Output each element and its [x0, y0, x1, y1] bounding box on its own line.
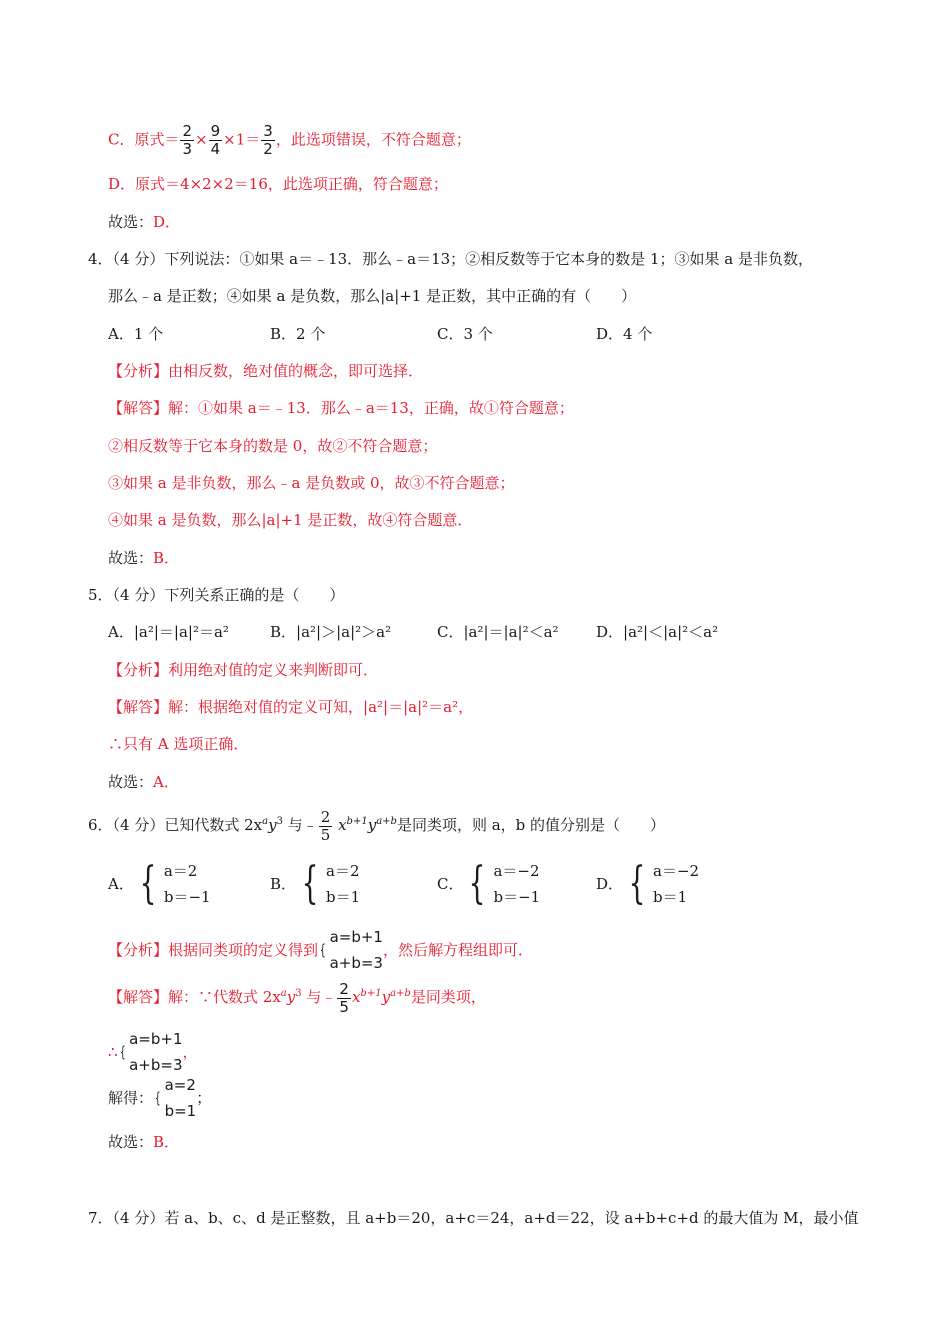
fraction-9-4: $\frac{9}{4}$ — [210, 122, 221, 158]
solution-tag: 【解答】 — [108, 698, 169, 716]
choice-value: B． — [153, 549, 180, 567]
q5-option-a: A．|a²|＝|a|²＝a² — [108, 623, 229, 641]
q5-option-d: D．|a²|＜|a|²＜a² — [596, 623, 719, 641]
q5-solution-1 — [108, 697, 473, 717]
therefore-sign: ∴ — [108, 1043, 118, 1061]
exp-b1: b+1 — [360, 988, 382, 999]
q4-option-d: D．4 个 — [596, 325, 653, 343]
option-label: C． — [437, 875, 464, 893]
var-y2: y — [367, 816, 377, 834]
fraction-2-5: $\frac{2}{5}$ — [320, 807, 331, 844]
q4-answer — [108, 548, 179, 568]
sol-pre: 解：∵代数式 2x — [168, 988, 281, 1006]
c-mid: ×1＝ — [223, 130, 261, 149]
analysis-post: ，然后解方程组即可． — [382, 941, 533, 959]
exp-a: a — [280, 988, 287, 999]
option-label: D． — [596, 875, 624, 893]
option-label: B． — [270, 875, 297, 893]
c-suffix: ，此选项错误，不符合题意； — [275, 130, 471, 149]
analysis-tag: 【分析】 — [108, 362, 169, 380]
q4-option-c: C．3 个 — [437, 325, 493, 343]
sol-with: 与﹣ — [301, 988, 337, 1006]
q4-solution-3: ③如果 a 是非负数，那么﹣a 是负数或 0，故③不符合题意； — [108, 474, 515, 492]
var-y: y — [268, 816, 277, 834]
q4-option-a: A．1 个 — [108, 325, 164, 343]
solution-text: 解：①如果 a＝﹣13．那么﹣a＝13，正确，故①符合题意； — [168, 399, 574, 417]
exp-3: 3 — [295, 988, 302, 999]
choice-label: 故选： — [108, 213, 154, 231]
sol-post: 是同类项， — [410, 988, 486, 1006]
q5-option-b: B．|a²|＞|a|²＞a² — [270, 623, 392, 641]
var-y2: y — [381, 988, 391, 1006]
q4-analysis — [108, 361, 423, 381]
choice-value: B． — [153, 1133, 180, 1151]
analysis-tag: 【分析】 — [108, 941, 169, 959]
q6-option-a: A． { a＝2 b＝−1 — [108, 858, 211, 909]
q6-answer — [108, 1132, 179, 1152]
q4-option-b: B．2 个 — [270, 325, 326, 343]
choice-label: 故选： — [108, 773, 154, 791]
q3-answer — [108, 212, 180, 232]
solve-label: 解得： — [108, 1089, 154, 1107]
var-x: x — [338, 816, 347, 834]
exp-ab: a+b — [376, 816, 397, 827]
q7-stem: 7．（4 分）若 a、b、c、d 是正整数，且 a+b＝20，a+c＝24，a+d＝22，设 a+b+c+d 的最大值为 M，最小值 — [88, 1209, 859, 1227]
fraction-2-5: $\frac{2}{5}$ — [339, 979, 349, 1016]
q6-solve: 解得： { a=2 b=1 ； — [108, 1076, 212, 1120]
q5-solution-2: ∴只有 A 选项正确． — [108, 735, 249, 753]
exp-3: 3 — [276, 816, 283, 827]
q5-stem: 5．（4 分）下列关系正确的是（ ） — [88, 586, 345, 604]
solution-tag: 【解答】 — [108, 399, 169, 417]
times-sign: × — [195, 130, 208, 149]
q5-option-c: C．|a²|＝|a|²＜a² — [437, 623, 559, 641]
fraction-2-3: $\frac{2}{3}$ — [182, 122, 193, 158]
q6-stem — [88, 808, 665, 843]
q6-stem-pre: 6．（4 分）已知代数式 2x — [88, 816, 263, 834]
option-label: A． — [108, 875, 134, 893]
fraction-3-2: $\frac{3}{2}$ — [263, 122, 273, 158]
q6-option-b: B． { a＝2 b＝1 — [270, 858, 361, 909]
analysis-text: 由相反数，绝对值的概念，即可选择． — [168, 362, 424, 380]
choice-value: A． — [153, 773, 179, 791]
exp-a: a — [262, 816, 269, 827]
exp-b1: b+1 — [346, 816, 368, 827]
choice-value: D． — [153, 213, 181, 231]
solution-tag: 【解答】 — [108, 988, 169, 1006]
c-prefix: C．原式＝ — [108, 130, 180, 149]
q4-solution-4: ④如果 a 是负数，那么|a|+1 是正数，故④符合题意． — [108, 511, 473, 529]
semicolon: ； — [196, 1089, 212, 1107]
comma: ， — [182, 1043, 198, 1061]
option-c-solution — [108, 124, 471, 157]
exp-ab: a+b — [390, 988, 411, 999]
q4-stem-line1: 4．（4 分）下列说法：①如果 a＝﹣13．那么﹣a＝13；②相反数等于它本身的数是 1；③如果 a 是非负数， — [88, 250, 813, 268]
q5-analysis — [108, 660, 378, 680]
choice-label: 故选： — [108, 549, 154, 567]
q6-solution-1 — [108, 980, 486, 1015]
choice-label: 故选： — [108, 1133, 154, 1151]
q6-stem-post: 是同类项，则 a，b 的值分别是（ ） — [396, 816, 666, 834]
analysis-pre: 根据同类项的定义得到 — [168, 941, 319, 959]
q4-solution-1 — [108, 398, 574, 418]
analysis-tag: 【分析】 — [108, 661, 169, 679]
q6-option-c: C． { a＝−2 b＝−1 — [437, 858, 541, 909]
option-d-solution: D．原式＝4×2×2＝16，此选项正确，符合题意； — [108, 175, 448, 193]
var-y: y — [286, 988, 296, 1006]
q6-option-d: D． { a＝−2 b＝1 — [596, 858, 700, 909]
q6-with: 与﹣ — [282, 816, 318, 834]
var-x: x — [351, 988, 361, 1006]
q4-stem-line2: 那么﹣a 是正数；④如果 a 是负数，那么|a|+1 是正数，其中正确的有（ ） — [108, 287, 637, 305]
solution-text: 解：根据绝对值的定义可知，|a²|＝|a|²＝a²， — [168, 698, 474, 716]
analysis-text: 利用绝对值的定义来判断即可． — [168, 661, 379, 679]
q5-answer — [108, 772, 179, 792]
q6-analysis: 【分析】 根据同类项的定义得到 { a=b+1 a+b=3 ，然后解方程组即可． — [108, 928, 533, 972]
q4-solution-2: ②相反数等于它本身的数是 0，故②不符合题意； — [108, 437, 438, 455]
q6-therefore: ∴ { a=b+1 a+b=3 ， — [108, 1030, 198, 1074]
